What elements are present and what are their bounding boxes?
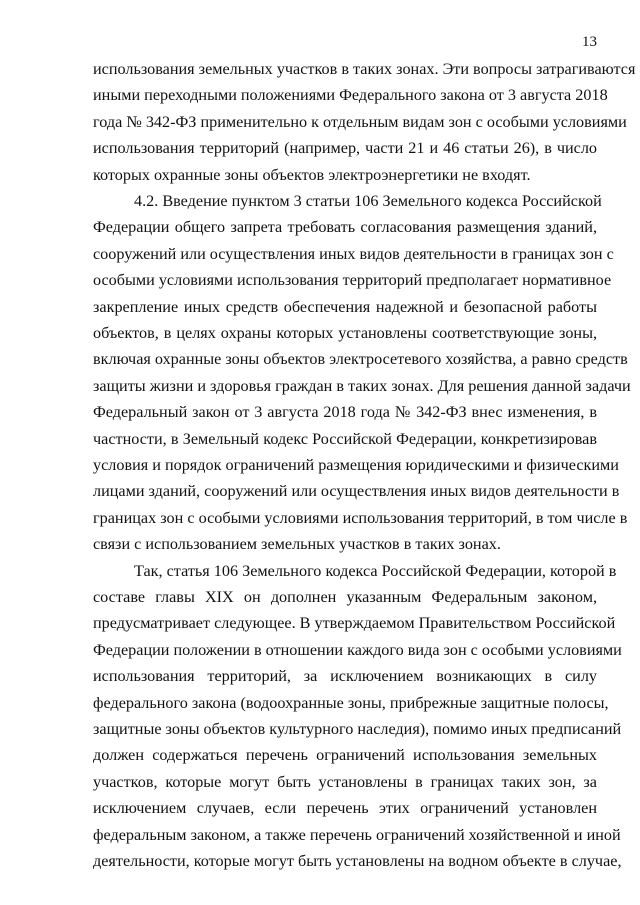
text-line: участков, которые могут быть установлены в границах таких зон, за — [93, 772, 597, 791]
text-line: особыми условиями использования территорий предполагает нормативное — [93, 271, 612, 290]
text-line: федерального закона (водоохранные зоны, прибрежные защитные полосы, — [93, 693, 609, 712]
text-line: использования территорий (например, части 21 и 46 статьи 26), в число — [93, 139, 597, 158]
text-line: защиты жизни и здоровья граждан в таких зонах. Для решения данной задачи — [93, 376, 631, 395]
text-line: предусматривает следующее. В утверждаемом Правительством Российской — [93, 614, 616, 633]
text-line: Федерации общего запрета требовать согласования размещения зданий, — [93, 218, 597, 237]
text-line: федеральным законом, а также перечень ограничений хозяйственной и иной — [93, 825, 621, 844]
text-line: связи с использованием земельных участков в таких зонах. — [93, 535, 501, 554]
text-line: сооружений или осуществления иных видов деятельности в границах зон с — [93, 244, 614, 263]
text-line: исключением случаев, если перечень этих ограничений установлен — [93, 799, 597, 818]
text-line: составе главы XIX он дополнен указанным Федеральным законом, — [93, 588, 597, 606]
text-line: частности, в Земельный кодекс Российской Федерации, конкретизировав — [93, 429, 597, 448]
text-line: года № 342-ФЗ применительно к отдельным видам зон с особыми условиями — [93, 112, 627, 131]
text-line: объектов, в целях охраны которых установлены соответствующие зоны, — [93, 324, 597, 342]
text-line: иными переходными положениями Федерального закона от 3 августа 2018 — [93, 86, 608, 105]
text-line: Федеральный закон от 3 августа 2018 года № 342-ФЗ внес изменения, в — [93, 403, 597, 422]
text-line: лицами зданий, сооружений или осуществления иных видов деятельности в — [93, 482, 620, 501]
text-line: должен содержаться перечень ограничений использования земельных — [93, 746, 597, 765]
text-line: Федерации положении в отношении каждого вида зон с особыми условиями — [93, 640, 622, 659]
text-line: условия и порядок ограничений размещения юридическими и физическими — [93, 456, 619, 474]
text-line: защитные зоны объектов культурного наследия), помимо иных предписаний — [93, 720, 622, 738]
page-number: 13 — [582, 34, 597, 50]
text-line: границах зон с особыми условиями использования территорий, в том числе в — [93, 508, 628, 527]
text-line: включая охранные зоны объектов электросетевого хозяйства, а равно средств — [93, 350, 628, 369]
text-line: использования земельных участков в таких зонах. Эти вопросы затрагиваются — [93, 60, 636, 78]
text-line: закрепление иных средств обеспечения надежной и безопасной работы — [93, 297, 597, 316]
text-line: Так, статья 106 Земельного кодекса Российской Федерации, которой в — [134, 561, 617, 580]
text-line: 4.2. Введение пунктом 3 статьи 106 Земельного кодекса Российской — [134, 192, 602, 210]
text-line: деятельности, которые могут быть установлены на водном объекте в случае, — [93, 852, 622, 870]
text-line: использования территорий, за исключением возникающих в силу — [93, 667, 597, 686]
text-line: которых охранные зоны объектов электроэнергетики не входят. — [93, 165, 531, 184]
